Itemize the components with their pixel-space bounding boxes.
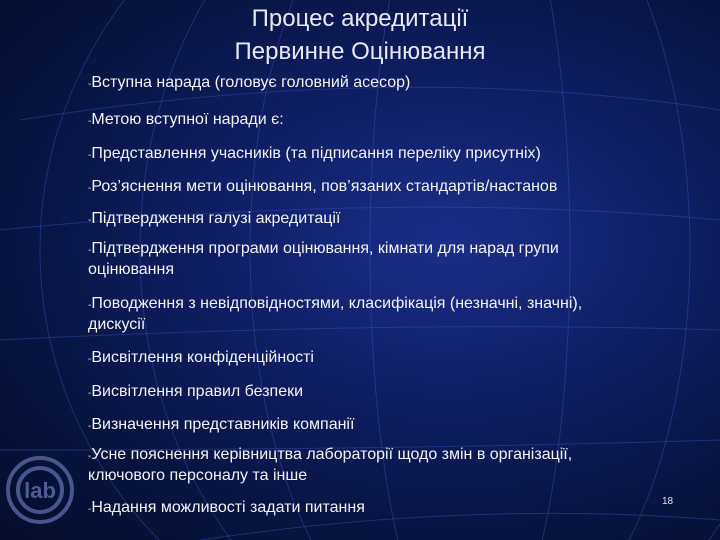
bullet-item: [88, 239, 668, 279]
slide-subtitle: Первинне Оцінювання: [234, 38, 486, 65]
bullet-item: [88, 294, 668, 334]
bullet-marker: -: [88, 183, 92, 194]
bullet-text: Представлення учасників (та підписання переліку присутніх): [91, 145, 541, 162]
bullet-text: Метою вступної наради є:: [91, 111, 284, 128]
bullet-text: Вступна нарада (головує головний асесор): [91, 74, 411, 91]
bullet-text: Роз’яснення мети оцінювання, пов’язаних стандартів/настанов: [91, 178, 558, 195]
bullet-text: Усне пояснення керівництва лабораторії щодо змін в організації,: [91, 446, 573, 463]
bullet-text: Надання можливості задати питання: [91, 499, 365, 516]
bullet-item: [88, 382, 668, 403]
bullet-marker: -: [88, 354, 92, 365]
bullet-text-continued: дискусії: [88, 316, 146, 333]
bullet-marker: -: [88, 451, 92, 462]
bullet-marker: -: [88, 79, 92, 90]
logo-text: lab: [24, 478, 56, 503]
bullet-text-continued: оцінювання: [88, 261, 175, 278]
bullet-text: Підтвердження галузі акредитації: [91, 210, 341, 227]
page-number: 18: [662, 496, 674, 507]
bullet-marker: -: [88, 300, 92, 311]
bullet-item: [88, 498, 668, 519]
bullet-text: Визначення представників компанії: [91, 416, 355, 433]
bullet-marker: -: [88, 116, 92, 127]
bullet-item: [88, 110, 668, 131]
bullet-marker: -: [88, 150, 92, 161]
bullet-item: [88, 445, 668, 485]
bullet-text-continued: ключового персоналу та інше: [88, 467, 308, 484]
bullet-marker: -: [88, 245, 92, 256]
bullet-text: Поводження з невідповідностями, класифікація (незначні, значні),: [91, 295, 583, 312]
bullet-marker: -: [88, 388, 92, 399]
bullet-marker: -: [88, 504, 92, 515]
bullet-marker: -: [88, 215, 92, 226]
bullet-item: [88, 348, 668, 369]
bullet-text: Підтвердження програми оцінювання, кімнати для нарад групи: [91, 240, 559, 257]
slide-title: Процес акредитації: [251, 5, 469, 32]
bullet-text: Висвітлення конфіденційності: [91, 349, 314, 366]
bullet-marker: -: [88, 421, 92, 432]
bullet-item: [88, 177, 668, 198]
bullet-item: [88, 415, 668, 436]
bullet-item: [88, 144, 668, 165]
bullet-item: [88, 209, 668, 230]
bullet-item: [88, 73, 668, 94]
bullet-text: Висвітлення правил безпеки: [91, 383, 304, 400]
lab-logo: [2, 440, 82, 540]
